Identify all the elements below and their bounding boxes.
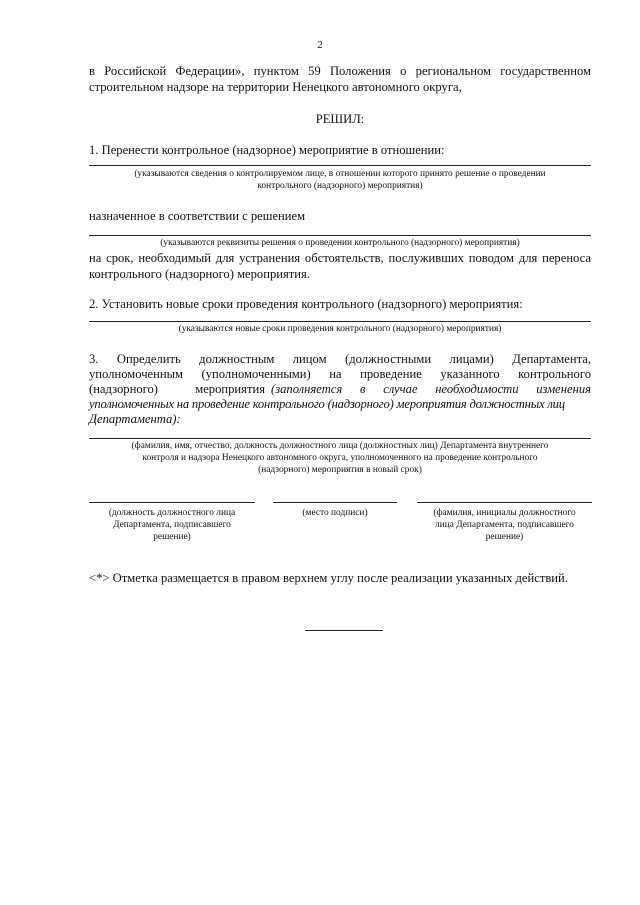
item-3-line-3-regular: (надзорного) мероприятия	[89, 382, 265, 396]
signature-position-caption-line-3: решение)	[153, 532, 191, 542]
item-3-line-5-italic: Департамента):	[89, 412, 181, 426]
item-1-assigned-text: назначенное в соответствии с решением	[89, 209, 306, 223]
signature-name-caption-line-2: лица Департамента, подписавшего	[435, 520, 574, 530]
item-1-text: 1. Перенести контрольное (надзорное) мероприятие в отношении:	[89, 143, 445, 157]
item-3-officials-line	[89, 438, 591, 439]
item-1-term-line-2: контрольного (надзорного) мероприятия.	[89, 267, 310, 281]
item-3-line-2: уполномоченным (уполномоченными) на проведение указанного контрольного	[89, 367, 591, 381]
intro-line-2: строительном надзоре на территории Ненецкого автономного округа,	[89, 80, 462, 94]
item-2-caption: (указываются новые сроки проведения контрольного (надзорного) мероприятия)	[178, 324, 502, 334]
item-2-new-dates-line	[89, 321, 591, 322]
intro-line-1: в Российской Федерации», пунктом 59 Положения о региональном государственном	[89, 64, 591, 78]
signature-name-caption-line-1: (фамилия, инициалы должностного	[433, 508, 576, 518]
decision-heading: РЕШИЛ:	[315, 112, 365, 126]
item-2-text: 2. Установить новые сроки проведения контрольного (надзорного) мероприятия:	[89, 297, 523, 311]
item-1-caption-line-2: контрольного (надзорного) мероприятия)	[257, 181, 423, 191]
item-1-caption-2: (указываются реквизиты решения о проведении контрольного (надзорного) мероприятия)	[160, 238, 520, 248]
signature-place-caption: (место подписи)	[302, 508, 368, 518]
signature-name-line	[417, 502, 592, 503]
page-number: 2	[317, 39, 323, 51]
item-3-caption-line-1: (фамилия, имя, отчество, должность должностного лица (должностных лиц) Департамента внутреннего	[131, 441, 549, 451]
item-3-caption-line-3: (надзорного) мероприятия в новый срок)	[258, 465, 422, 475]
item-1-caption-line-1: (указываются сведения о контролируемом лице, в отношении которого принято решение о проведении	[134, 169, 546, 179]
signature-position-line	[89, 502, 255, 503]
item-3-caption-line-2: контроля и надзора Ненецкого автономного округа, уполномоченного на проведение контрольного	[142, 453, 538, 463]
footnote: <*> Отметка размещается в правом верхнем углу после реализации указанных действий.	[89, 571, 568, 585]
signature-position-caption-line-2: Департамента, подписавшего	[113, 520, 231, 530]
signature-sign-line	[273, 502, 397, 503]
closing-separator	[305, 630, 383, 631]
item-1-controlled-person-line	[89, 165, 591, 166]
signature-name-caption-line-3: решение)	[485, 532, 524, 542]
item-3-line-4-italic: уполномоченных на проведение контрольного (надзорного) мероприятия должностных лиц	[89, 397, 565, 411]
item-3-line-3-italic: (заполняется в случае необходимости изменения	[271, 382, 591, 396]
item-3-line-1: 3. Определить должностным лицом (должностными лицами) Департамента,	[89, 352, 591, 366]
item-1-term-line-1: на срок, необходимый для устранения обстоятельств, послуживших поводом для переноса	[89, 251, 591, 265]
signature-position-caption-line-1: (должность должностного лица	[108, 508, 236, 518]
item-1-decision-requisites-line	[89, 235, 591, 236]
